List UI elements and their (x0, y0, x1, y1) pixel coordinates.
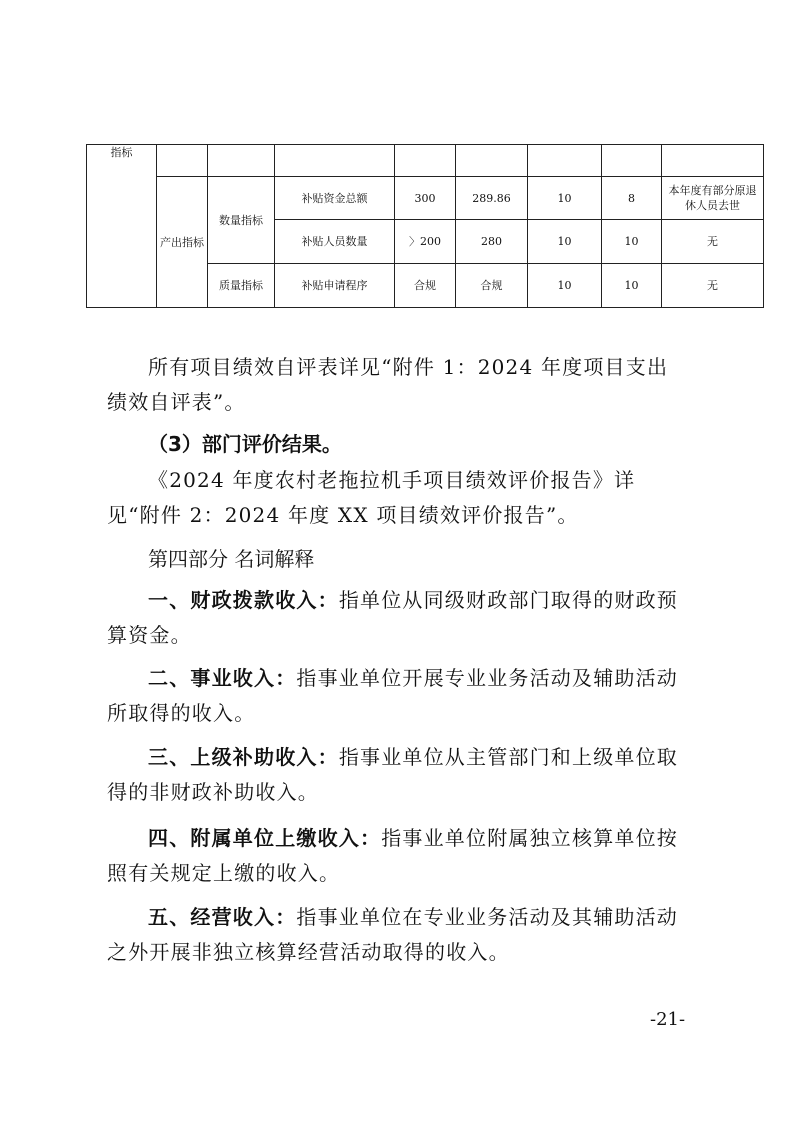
weight-value: 10 (528, 220, 602, 264)
actual-value: 289.86 (456, 177, 528, 220)
term-definition (107, 821, 689, 891)
actual-value: 280 (456, 220, 528, 264)
target-value: 300 (395, 177, 456, 220)
actual-value: 合规 (456, 264, 528, 308)
indicator-name: 补贴申请程序 (275, 264, 395, 308)
level2-cell: 产出指标 (157, 177, 208, 308)
indicator-name: 补贴资金总额 (275, 177, 395, 220)
weight-value: 10 (528, 264, 602, 308)
table-row (87, 145, 764, 177)
term-label: 一、财政拨款收入： (148, 588, 339, 612)
term-definition (107, 900, 689, 970)
term-definition (107, 740, 689, 810)
section-heading-dept-eval: （3）部门评价结果。 (148, 432, 342, 456)
term-text: 指事业单位从主管部门和上级单位取得的非财政补助收入。 (107, 745, 679, 804)
term-label: 三、上级补助收入： (148, 745, 339, 769)
deviation-reason: 无 (662, 264, 764, 308)
performance-table (86, 144, 764, 308)
part-four-heading: 第四部分 名词解释 (148, 547, 315, 571)
paragraph-eval-report: 《2024 年度农村老拖拉机手项目绩效评价报告》详见“附件 2：2024 年度 XX 项目绩效评价报告”。 (107, 468, 636, 527)
indicator-type-cell: 指标 (87, 145, 157, 308)
term-definition (107, 661, 689, 731)
score-value: 10 (602, 264, 662, 308)
indicator-name: 补贴人员数量 (275, 220, 395, 264)
term-text: 指单位从同级财政部门取得的财政预算资金。 (107, 588, 679, 647)
target-value: 〉200 (395, 220, 456, 264)
level3-cell: 数量指标 (208, 177, 275, 264)
table-row (87, 177, 764, 220)
term-definition (107, 583, 689, 653)
deviation-reason: 无 (662, 220, 764, 264)
paragraph-self-evaluation: 所有项目绩效自评表详见“附件 1：2024 年度项目支出绩效自评表”。 (107, 355, 669, 414)
term-text: 指事业单位附属独立核算单位按照有关规定上缴的收入。 (107, 826, 679, 885)
level3-cell: 质量指标 (208, 264, 275, 308)
term-label: 四、附属单位上缴收入： (148, 826, 382, 850)
page-number: -21- (650, 1009, 686, 1030)
weight-value: 10 (528, 177, 602, 220)
deviation-reason: 本年度有部分原退休人员去世 (662, 177, 764, 220)
term-text: 指事业单位开展专业业务活动及辅助活动所取得的收入。 (107, 666, 679, 725)
score-value: 8 (602, 177, 662, 220)
term-label: 五、经营收入： (148, 905, 297, 929)
term-label: 二、事业收入： (148, 666, 297, 690)
term-text: 指事业单位在专业业务活动及其辅助活动之外开展非独立核算经营活动取得的收入。 (107, 905, 679, 964)
target-value: 合规 (395, 264, 456, 308)
score-value: 10 (602, 220, 662, 264)
